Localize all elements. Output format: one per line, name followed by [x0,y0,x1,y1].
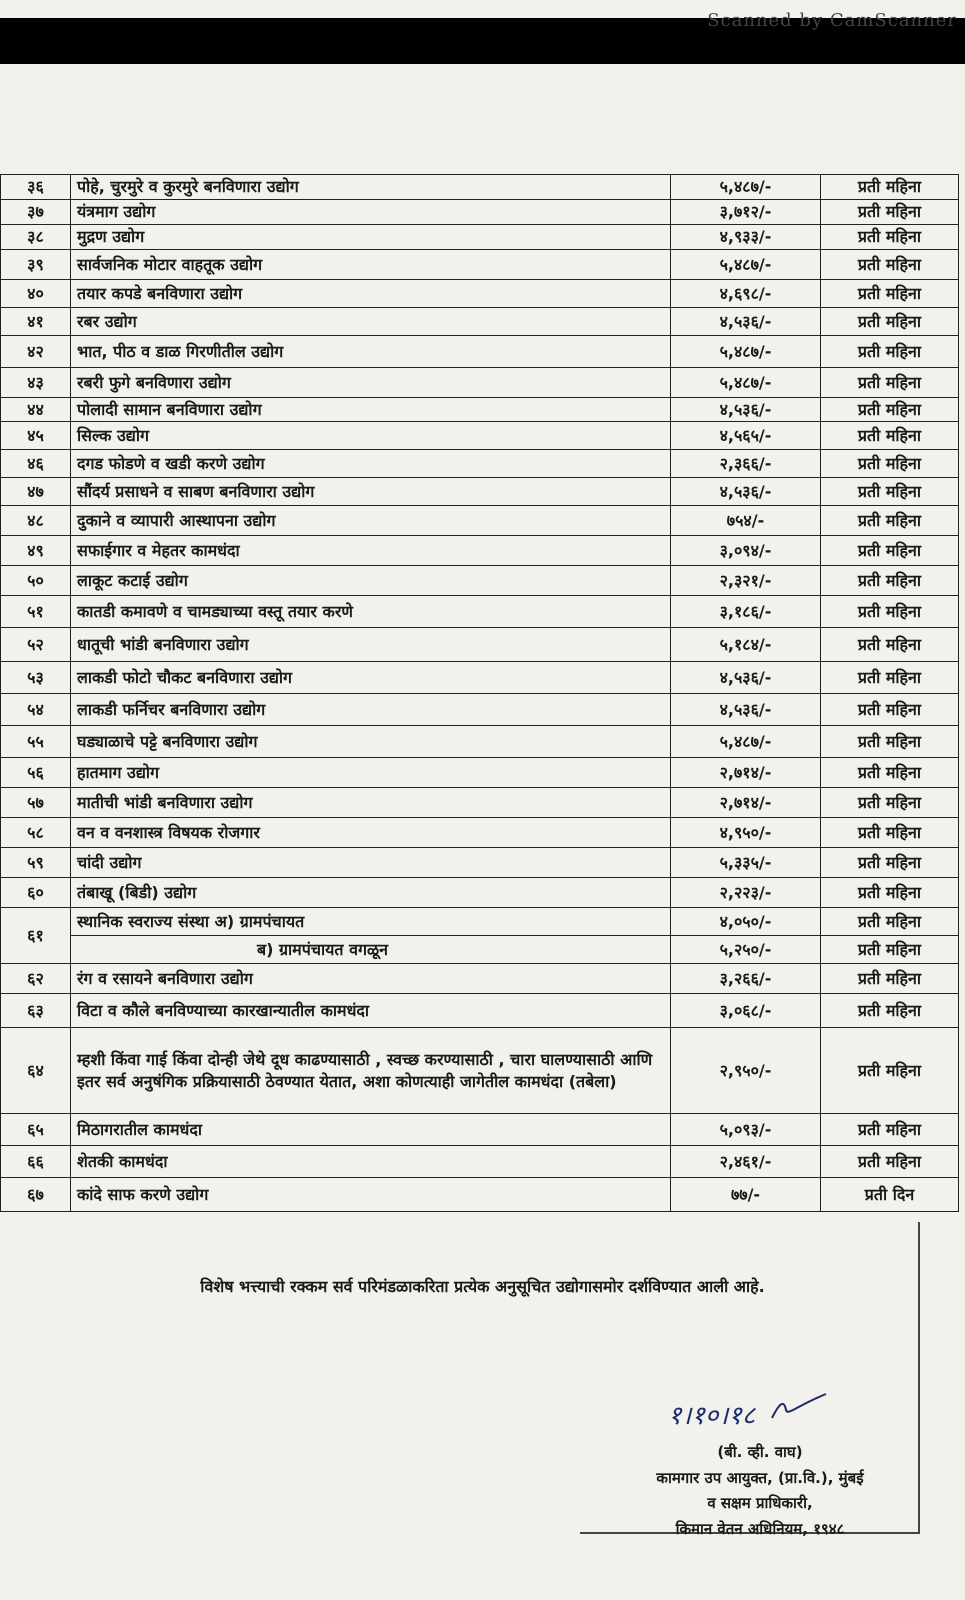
row-number: ४८ [1,506,71,536]
industry-name: दुकाने व व्यापारी आस्थापना उद्योग [71,506,671,536]
amount-cell: ३,७१२/- [671,200,821,225]
industry-name: पोहे, चुरमुरे व कुरमुरे बनविणारा उद्योग [71,175,671,200]
amount-cell: ५,४८७/- [671,336,821,368]
period-cell: प्रती महिना [821,398,959,422]
amount-cell: ५,०९३/- [671,1114,821,1146]
period-cell: प्रती महिना [821,628,959,662]
period-cell: प्रती महिना [821,478,959,506]
period-cell: प्रती महिना [821,662,959,694]
period-cell: प्रती महिना [821,596,959,628]
industry-name: तयार कपडे बनविणारा उद्योग [71,280,671,308]
industry-name: तंबाखू (बिडी) उद्योग [71,878,671,908]
signatory-designation-2: व सक्षम प्राधिकारी, [707,1494,813,1512]
row-number: ५८ [1,818,71,848]
row-number: ४६ [1,450,71,478]
row-number: ४२ [1,336,71,368]
row61-line2: ब) ग्रामपंचायत वगळून [257,939,389,959]
row-64-group [1,1028,959,1114]
amount-cell: ४,०५०/- [671,908,821,936]
row-number: ५२ [1,628,71,662]
period-cell: प्रती महिना [821,758,959,788]
table-row-61a [1,908,959,936]
table-row [1,818,959,848]
row-61-group [1,908,959,964]
industry-name: सिल्क उद्योग [71,422,671,450]
industry-name: रबर उद्योग [71,308,671,336]
row-number: ६७ [1,1178,71,1212]
industry-name: सफाईगार व मेहतर कामधंदा [71,536,671,566]
period-cell: प्रती महिना [821,308,959,336]
period-cell: प्रती महिना [821,566,959,596]
table-row [1,788,959,818]
amount-cell: २,९५०/- [671,1028,821,1114]
industry-name: लाकूट कटाई उद्योग [71,566,671,596]
table-row [1,368,959,398]
row-number: ५४ [1,694,71,726]
period-cell: प्रती महिना [821,280,959,308]
amount-cell: ४,५३६/- [671,308,821,336]
row-number: ४० [1,280,71,308]
row-number: ४१ [1,308,71,336]
table-row [1,200,959,225]
table-row [1,398,959,422]
period-cell: प्रती महिना [821,450,959,478]
industry-name: भात, पीठ व डाळ गिरणीतील उद्योग [71,336,671,368]
amount-cell: ५,४८७/- [671,726,821,758]
row-number: ४४ [1,398,71,422]
signatory-name: (बी. व्ही. वाघ) [717,1443,803,1461]
industry-name: पोलादी सामान बनविणारा उद्योग [71,398,671,422]
period-cell: प्रती महिना [821,175,959,200]
amount-cell: २,३२१/- [671,566,821,596]
row-number: ६१ [1,908,71,964]
amount-cell: ५,४८७/- [671,175,821,200]
amount-cell: ५,२५०/- [671,936,821,964]
period-cell: प्रती महिना [821,964,959,994]
industry-name: चांदी उद्योग [71,848,671,878]
signatory-designation-1: कामगार उप आयुक्त, (प्रा.वि.), मुंबई [656,1468,864,1487]
industry-name: लाकडी फर्निचर बनविणारा उद्योग [71,694,671,726]
amount-cell: ४,५६५/- [671,422,821,450]
row-number: ६० [1,878,71,908]
period-cell: प्रती महिना [821,536,959,566]
table-row [1,422,959,450]
industry-name: हातमाग उद्योग [71,758,671,788]
industry-name: मातीची भांडी बनविणारा उद्योग [71,788,671,818]
scanner-header-bar [0,10,965,64]
row-number: ६४ [1,1028,71,1114]
amount-cell: ४,५३६/- [671,694,821,726]
row-number: ५१ [1,596,71,628]
table-row [1,628,959,662]
table-row [1,280,959,308]
row-number: ५० [1,566,71,596]
table-row [1,1178,959,1212]
table-row [1,994,959,1028]
row-number: ५७ [1,788,71,818]
amount-cell: ७५४/- [671,506,821,536]
industry-name: धातूची भांडी बनविणारा उद्योग [71,628,671,662]
table-body-last [1,1114,959,1212]
industry-name: सौंदर्य प्रसाधने व साबण बनविणारा उद्योग [71,478,671,506]
amount-cell: २,३६६/- [671,450,821,478]
table-row [1,478,959,506]
industry-name: सार्वजनिक मोटार वाहतूक उद्योग [71,250,671,280]
table-row [1,450,959,478]
period-cell: प्रती महिना [821,878,959,908]
period-cell: प्रती महिना [821,788,959,818]
period-cell: प्रती महिना [821,936,959,964]
industry-name: कातडी कमावणे व चामड्याच्या वस्तू तयार करणे [71,596,671,628]
period-cell: प्रती दिन [821,1178,959,1212]
row61-line1: स्थानिक स्वराज्य संस्था अ) ग्रामपंचायत [77,911,305,931]
amount-cell: ५,४८७/- [671,368,821,398]
table-row [1,225,959,250]
amount-cell: ४,९३३/- [671,225,821,250]
table-row [1,1114,959,1146]
amount-cell: ४,५३६/- [671,478,821,506]
table-row [1,878,959,908]
row-number: ६३ [1,994,71,1028]
industry-name: लाकडी फोटो चौकट बनविणारा उद्योग [71,662,671,694]
scanner-watermark: Scanned by CamScanner [707,10,957,31]
period-cell: प्रती महिना [821,818,959,848]
table-row [1,536,959,566]
row-number: ६२ [1,964,71,994]
period-cell: प्रती महिना [821,250,959,280]
row-number: ६६ [1,1146,71,1178]
table-row [1,336,959,368]
row-number: ४७ [1,478,71,506]
signature-scribble [668,1380,838,1440]
amount-cell: ३,०९४/- [671,536,821,566]
table-row [1,848,959,878]
period-cell: प्रती महिना [821,225,959,250]
period-cell: प्रती महिना [821,908,959,936]
industry-name: वन व वनशास्त्र विषयक रोजगार [71,818,671,848]
amount-cell: ५,१८४/- [671,628,821,662]
period-cell: प्रती महिना [821,848,959,878]
amount-cell: ४,५३६/- [671,662,821,694]
amount-cell: ७७/- [671,1178,821,1212]
signature-date-text: १।१०।१८ [668,1401,756,1431]
period-cell: प्रती महिना [821,422,959,450]
amount-cell: ५,४८७/- [671,250,821,280]
row-number: ४३ [1,368,71,398]
row-number: ३६ [1,175,71,200]
industry-name: म्हशी किंवा गाई किंवा दोन्ही जेथे दूध काढण्यासाठी , स्वच्छ करण्यासाठी , चारा घालण्यासाठी आणि इतर सर्व अनुषंगिक प्रक्रियासाठी ठेवण्यात येतात, अशा कोणत्याही जागेतील कामधंदा (तबेला) [71,1028,671,1114]
period-cell: प्रती महिना [821,994,959,1028]
row-number: ३९ [1,250,71,280]
amount-cell: ३,२६६/- [671,964,821,994]
row-number: ४९ [1,536,71,566]
row-number: ३८ [1,225,71,250]
amount-cell: ४,५३६/- [671,398,821,422]
special-allowance-note: विशेष भत्त्याची रक्कम सर्व परिमंडळाकरिता प्रत्येक अनुसूचित उद्योगासमोर दर्शविण्यात आली आहे. [200,1277,765,1296]
amount-cell: ४,६९८/- [671,280,821,308]
signature-stroke [772,1394,826,1418]
table-row [1,662,959,694]
table-row [1,758,959,788]
industry-name: शेतकी कामधंदा [71,1146,671,1178]
table-row [1,596,959,628]
industry-name: कांदे साफ करणे उद्योग [71,1178,671,1212]
amount-cell: ४,९५०/- [671,818,821,848]
signatory-block [560,1440,960,1542]
period-cell: प्रती महिना [821,200,959,225]
industry-name: दगड फोडणे व खडी करणे उद्योग [71,450,671,478]
table-row-64 [1,1028,959,1114]
row-number: ५३ [1,662,71,694]
period-cell: प्रती महिना [821,726,959,758]
period-cell: प्रती महिना [821,336,959,368]
row-number: ६५ [1,1114,71,1146]
amount-cell: २,२२३/- [671,878,821,908]
industry-name: विटा व कौले बनविण्याच्या कारखान्यातील कामधंदा [71,994,671,1028]
period-cell: प्रती महिना [821,1146,959,1178]
period-cell: प्रती महिना [821,368,959,398]
signatory-designation-3: किमान वेतन अधिनियम, १९४८ [675,1519,845,1538]
amount-cell: ३,१८६/- [671,596,821,628]
table-row [1,566,959,596]
industry-name [71,936,671,964]
table-row [1,964,959,994]
industry-name: रबरी फुगे बनविणारा उद्योग [71,368,671,398]
period-cell: प्रती महिना [821,1028,959,1114]
amount-cell: ५,३३५/- [671,848,821,878]
table-row [1,694,959,726]
industry-name: रंग व रसायने बनविणारा उद्योग [71,964,671,994]
row-number: ४५ [1,422,71,450]
table-row [1,250,959,280]
table-body-main [1,175,959,908]
table-body-after [1,964,959,1028]
period-cell: प्रती महिना [821,506,959,536]
period-cell: प्रती महिना [821,694,959,726]
row-number: ५५ [1,726,71,758]
industry-name: मिठागरातील कामधंदा [71,1114,671,1146]
amount-cell: ३,०६८/- [671,994,821,1028]
amount-cell: २,४६१/- [671,1146,821,1178]
industry-name: यंत्रमाग उद्योग [71,200,671,225]
row-number: ५९ [1,848,71,878]
table-row [1,726,959,758]
period-cell: प्रती महिना [821,1114,959,1146]
industry-name: घड्याळाचे पट्टे बनविणारा उद्योग [71,726,671,758]
wage-rate-table [0,174,959,1212]
industry-name: मुद्रण उद्योग [71,225,671,250]
row-number: ३७ [1,200,71,225]
table-row [1,175,959,200]
row-number: ५६ [1,758,71,788]
table-row [1,506,959,536]
amount-cell: २,७१४/- [671,788,821,818]
table-row [1,1146,959,1178]
industry-name [71,908,671,936]
amount-cell: २,७१४/- [671,758,821,788]
table-row-61b [1,936,959,964]
table-row [1,308,959,336]
